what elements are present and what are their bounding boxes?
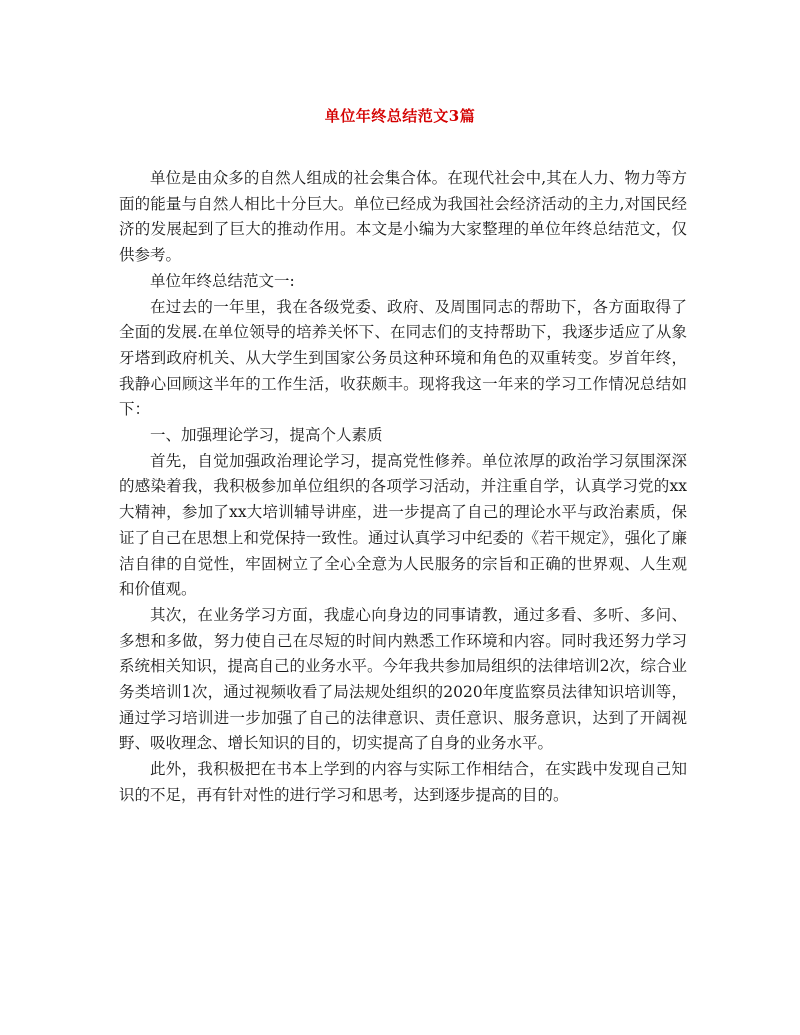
paragraph-intro: 单位是由众多的自然人组成的社会集合体。在现代社会中,其在人力、物力等方面的能量与自然人相比十分巨大。单位已经成为我国社会经济活动的主力,对国民经济的发展起到了巨大的推动作用。本文是小编为大家整理的单位年终总结范文，仅供参考。 (119, 169, 687, 265)
paragraph-overview: 在过去的一年里，我在各级党委、政府、及周围同志的帮助下，各方面取得了全面的发展.在单位领导的培养关怀下、在同志们的支持帮助下，我逐步适应了从象牙塔到政府机关、从大学生到国家公务员这种环境和角色的双重转变。岁首年终，我静心回顾这半年的工作生活，收获颇丰。现将我这一年来的学习工作情况总结如下： (119, 297, 687, 419)
document-body (119, 166, 687, 809)
paragraph-second: 其次，在业务学习方面，我虚心向身边的同事请教，通过多看、多听、多问、多想和多做，努力使自己在尽短的时间内熟悉工作环境和内容。同时我还努力学习系统相关知识，提高自己的业务水平。今年我共参加局组织的法律培训2次，综合业务类培训1次，通过视频收看了局法规处组织的2020年度监察员法律知识培训等，通过学习培训进一步加强了自己的法律意识、责任意识、服务意识，达到了开阔视野、吸收理念、增长知识的目的，切实提高了自身的业务水平。 (119, 605, 687, 753)
paragraph-section-heading: 单位年终总结范文一: (150, 271, 295, 290)
document-title: 单位年终总结范文3篇 (324, 107, 476, 125)
paragraph-subheading-1: 一、加强理论学习，提高个人素质 (150, 426, 383, 445)
paragraph-additional: 此外，我积极把在书本上学到的内容与实际工作相结合，在实践中发现自己知识的不足，再有针对性的进行学习和思考，达到逐步提高的目的。 (119, 760, 687, 804)
paragraph-first: 首先，自觉加强政治理论学习，提高党性修养。单位浓厚的政治学习氛围深深的感染着我，我积极参加单位组织的各项学习活动，并注重自学，认真学习党的xx大精神，参加了xx大培训辅导讲座，进一步提高了自己的理论水平与政治素质，保证了自己在思想上和党保持一致性。通过认真学习中纪委的《若干规定》，强化了廉洁自律的自觉性，牢固树立了全心全意为人民服务的宗旨和正确的世界观、人生观和价值观。 (119, 451, 687, 599)
